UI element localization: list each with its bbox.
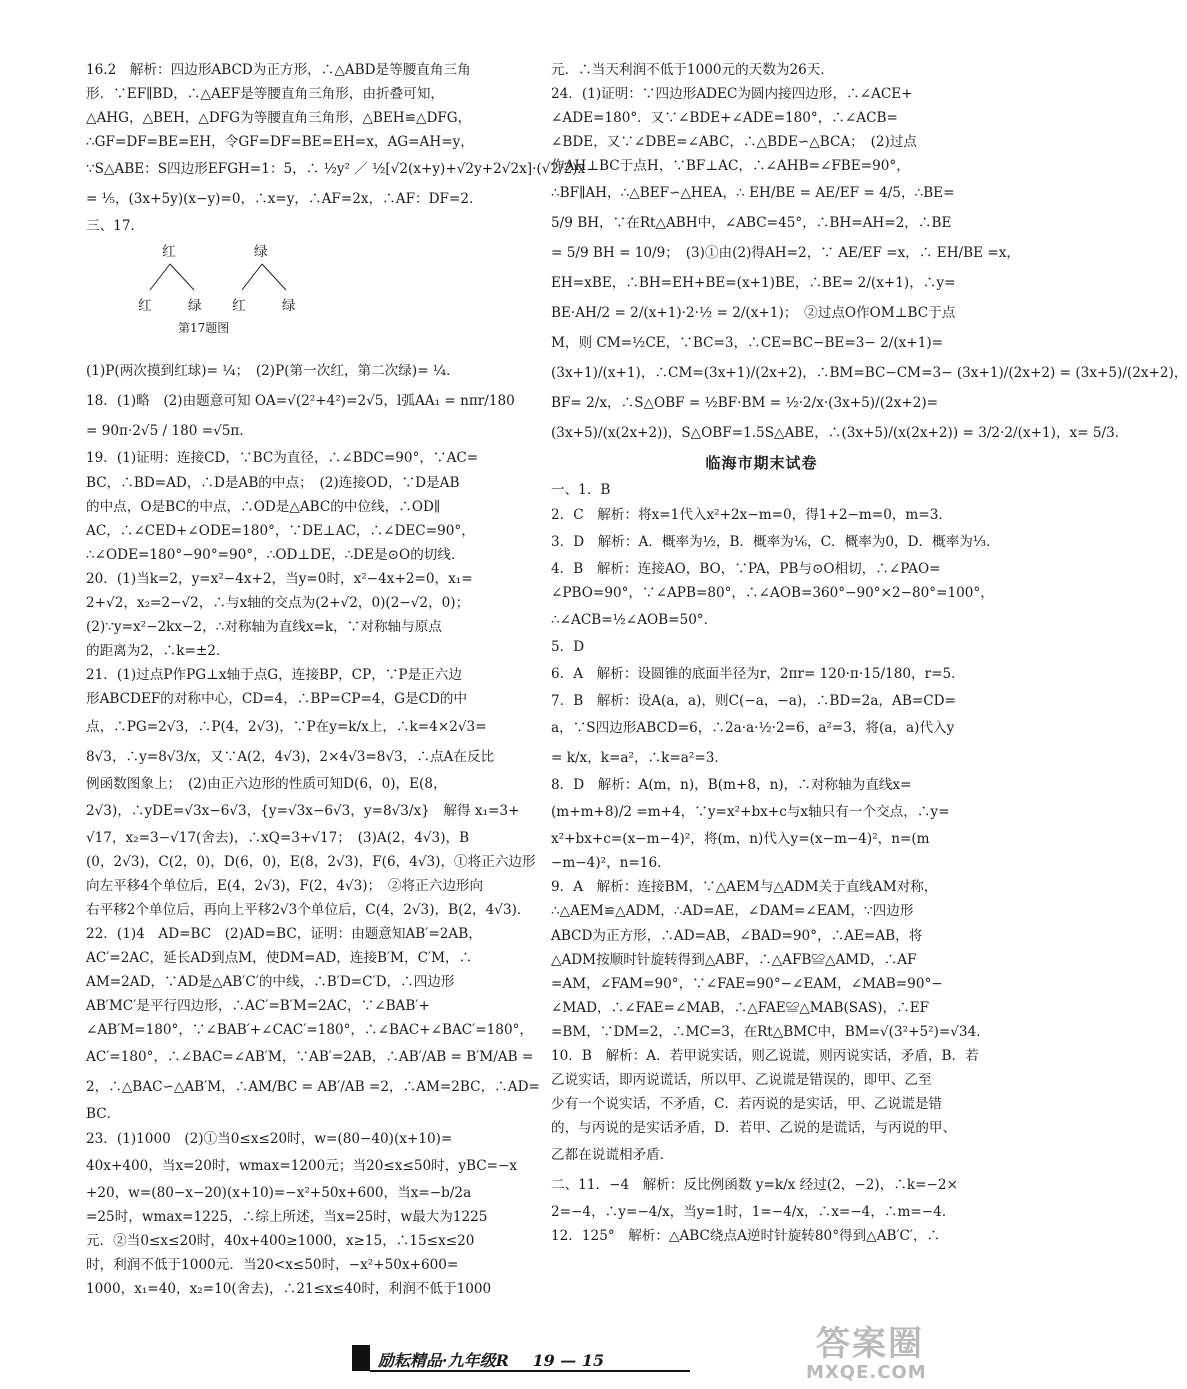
text-line: △AHG，△BEH，△DFG为等腰直角三角形，△BEH≌△DFG，: [86, 110, 472, 127]
right-text-block-b: [551, 478, 1000, 1248]
text-line: 4．B 解析：连接AO，BO，∵PA，PB与⊙O相切，∴∠PAO=: [551, 560, 941, 577]
text-line: 5/9 BH，∵在Rt△ABH中，∠ABC=45°，∴BH=AH=2，∴BE: [551, 215, 952, 232]
text-line: ∴△AEM≌△ADM，∴AD=AE，∠DAM=∠EAM，∵四边形: [551, 903, 914, 920]
text-line: EH=xBE，∴BH=EH+BE=(x+1)BE，∴BE= 2/(x+1)，∴y=: [551, 275, 956, 292]
left-text-block-a: [86, 58, 586, 238]
text-line: 20．(1)当k=2，y=x²−4x+2，当y=0时，x²−4x+2=0，x₁=: [86, 570, 473, 587]
text-line: a，∵S四边形ABCD=6，∴2a·a·½·2=6，a²=3，将(a，a)代入y: [551, 720, 955, 737]
text-line: 例函数图象上； (2)由正六边形的性质可知D(6，0)，E(8，: [86, 775, 447, 792]
text-line: 8√3，∴y=8√3/x，又∵A(2，4√3)，2×4√3=8√3，∴点A在反比: [86, 748, 495, 765]
text-line: 24．(1)证明：∵四边形ADEC为圆内接四边形，∴∠ACE+: [551, 86, 913, 103]
text-line: −m−4)²，n=16．: [551, 855, 671, 872]
section-title: 临海市期末试卷: [705, 454, 818, 473]
text-line: ∴BF∥AH，∴△BEF∽△HEA，∴ EH/BE = AE/EF = 4/5，∴BE=: [551, 185, 955, 202]
text-line: BC，∴BD=AD，∴D是AB的中点； (2)连接OD，∵D是AB: [86, 474, 460, 491]
text-line: ∠PBO=90°，∵∠APB=80°，∴∠AOB=360°−90°×2−80°=100°，: [551, 584, 994, 601]
text-line: 9．A 解析：连接BM，∵△AEM与△ADM关于直线AM对称，: [551, 879, 938, 896]
text-line: 1000，x₁=40，x₂=10(舍去)，∴21≤x≤40时，利润不低于1000: [86, 1281, 492, 1297]
text-line: 19．(1)证明：连接CD，∵BC为直径，∴∠BDC=90°，∵AC=: [86, 450, 479, 467]
text-line: = 90π·2√5 / 180 =√5π．: [86, 423, 253, 440]
text-line: 6．A 解析：设圆锥的底面半径为r，2πr= 120·π·15/180，r=5．: [551, 665, 965, 682]
text-line: ∴GF=DF=BE=EH，令GF=DF=BE=EH=x，AG=AH=y，: [86, 134, 474, 151]
text-line: AM=2AD，∵AD是△AB′C′的中线，∴B′D=C′D，∴四边形: [86, 974, 455, 991]
text-line: 10．B 解析：A．若甲说实话，则乙说谎，则丙说实话，矛盾，B．若: [551, 1047, 979, 1064]
text-line: =AM，∠FAM=90°，∵∠FAE=90°−∠EAM，∠MAB=90°−: [551, 975, 943, 992]
text-line: 形．∵EF∥BD，∴△AEF是等腰直角三角形，由折叠可知，: [86, 86, 445, 103]
tree-leaf-3: 红: [232, 298, 246, 315]
text-line: ∠MAD，∴∠FAE=∠MAB，∴△FAE≌△MAB(SAS)，∴EF: [551, 999, 930, 1016]
watermark: [806, 1316, 986, 1382]
text-line: ABCD为正方形，∴AD=AB，∠BAD=90°，∴AE=AB，将: [551, 927, 923, 944]
tree-root-red: 红: [162, 244, 176, 261]
footer-bar: [352, 1345, 370, 1371]
text-line: ∠ADE=180°．又∵∠BDE+∠ADE=180°，∴∠ACB=: [551, 110, 898, 127]
text-line: AC′=2AC，延长AD到点M，使DM=AD，连接B′M，C′M，∴: [86, 950, 473, 967]
text-line: 作AH⊥BC于点H，∵BF⊥AC，∴∠AHB=∠FBE=90°，: [551, 158, 910, 175]
footer-rule: [370, 1370, 690, 1372]
text-line: BE·AH/2 = 2/(x+1)·2·½ = 2/(x+1)； ②过点O作OM⊥BC于点: [551, 305, 956, 322]
text-line: 2=−4，∴y=−4/x，当y=1时，1=−4/x，∴x=−4，∴m=−4．: [551, 1204, 956, 1221]
text-line: = k/x，k=a²，∴k=a²=3．: [551, 750, 728, 767]
text-line: = ⅕，(3x+5y)(x−y)=0，∴x=y，∴AF=2x，∴AF：DF=2．: [86, 191, 483, 208]
left-text-block-b: [86, 356, 540, 1301]
watermark-url: MXQE.COM: [806, 1362, 927, 1383]
text-line: 5．D: [551, 638, 585, 655]
text-line: 2+√2，x₂=2−√2，∴与x轴的交点为(2+√2，0)(2−√2，0)；: [86, 595, 470, 612]
text-line: BF= 2/x，∴S△OBF = ½BF·BM = ½·2/x·(3x+5)/(2x+2)=: [551, 395, 939, 412]
text-line: 2．C 解析：将x=1代入x²+2x−m=0，得1+2−m=0，m=3．: [551, 506, 952, 523]
tree-root-green: 绿: [254, 244, 268, 261]
tree-leaf-2: 绿: [188, 298, 202, 315]
text-line: 少有一个说实话，不矛盾，C．若丙说的是实话，甲、乙说谎是错: [551, 1096, 943, 1113]
watermark-logo: 答案圈: [816, 1324, 924, 1364]
text-line: 2，∴△BAC∽△AB′M，∴AM/BC = AB′/AB =2，∴AM=2BC，∴AD=: [86, 1079, 540, 1096]
text-line: 23．(1)1000 (2)①当0≤x≤20时，w=(80−40)(x+10)=: [86, 1130, 453, 1147]
tree-leaf-1: 红: [138, 298, 152, 315]
text-line: ∴∠ACB=½∠AOB=50°．: [551, 611, 718, 628]
text-line: 一、1．B: [551, 482, 611, 499]
text-line: 向左平移4个单位后，E(4，2√3)，F(2，4√3)； ②将正六边形向: [86, 877, 484, 894]
text-line: ∠AB′M=180°，∵∠BAB′+∠CAC′=180°，∴∠BAC+∠BAC′=180°，: [86, 1022, 534, 1039]
text-line: +20，w=(80−x−20)(x+10)=−x²+50x+600，当x=−b/2a: [86, 1184, 472, 1201]
text-line: 的，与丙说的是实话矛盾，D．若甲、乙说的是谎话，与丙说的甲、: [551, 1120, 957, 1137]
text-line: (2)∵y=x²−2kx−2，∴对称轴为直线x=k，∵对称轴与原点: [86, 619, 442, 636]
text-line: (3x+5)/(x(2x+2))，S△OBF=1.5S△ABE，∴(3x+5)/(x(2x+2)) = 3/2·2/(x+1)，x= 5/3．: [551, 425, 1129, 442]
text-line: 点，∴PG=2√3，∴P(4，2√3)，∵P在y=k/x上，∴k=4×2√3=: [86, 718, 487, 735]
text-line: 元．②当0≤x≤20时，40x+400≥1000，x≥15，∴15≤x≤20: [86, 1232, 475, 1249]
text-line: 二、11．−4 解析：反比例函数 y=k/x 经过(2，−2)，∴k=−2×: [551, 1177, 958, 1194]
text-line: BC．: [86, 1106, 121, 1123]
text-line: (3x+1)/(x+1)，∴CM=(3x+1)/(2x+2)，∴BM=BC−CM=3− (3x+1)/(2x+2) = (3x+5)/(2x+2)，: [551, 365, 1187, 382]
footer-brand: [378, 1348, 604, 1371]
text-line: 元．∴当天利润不低于1000元的天数为26天．: [551, 62, 834, 78]
right-text-block-a: [551, 58, 1187, 448]
right-column: [551, 58, 1187, 1249]
text-line: 三、17．: [86, 218, 145, 235]
text-line: 3．D 解析：A．概率为½，B．概率为⅙，C．概率为0，D．概率为⅓．: [551, 533, 1000, 550]
footer-page-number: 19 — 15: [532, 1351, 605, 1370]
text-line: 时，利润不低于1000元．当20<x≤50时，−x²+50x+600=: [86, 1256, 459, 1273]
footer-brand-text: 励耘精品·九年级R: [378, 1351, 509, 1370]
text-line: 12．125° 解析：△ABC绕点A逆时针旋转80°得到△AB′C′，∴: [551, 1228, 941, 1245]
text-line: ∵S△ABE：S四边形EFGH=1：5，∴ ½y² ／ ½[√2(x+y)+√2y+2√2x]·(√2/2)x: [86, 161, 586, 178]
text-line: 形ABCDEF的对称中心，CD=4，∴BP=CP=4，G是CD的中: [86, 691, 468, 708]
text-line: 22．(1)4 AD=BC (2)AD=BC，证明：由题意知AB′=2AB，: [86, 925, 482, 942]
text-line: =25时，wmax=1225，∴综上所述，当x=25时，w最大为1225: [86, 1208, 488, 1225]
text-line: ∠BDE，又∵∠DBE=∠ABC，∴△BDE∽△BCA； (2)过点: [551, 134, 918, 151]
text-line: 7．B 解析：设A(a，a)，则C(−a，−a)，∴BD=2a，AB=CD=: [551, 692, 956, 709]
text-line: AB′MC′是平行四边形，∴AC′=B′M=2AC，∵∠BAB′+: [86, 998, 430, 1015]
text-line: 右平移2个单位后，再向上平移2√3个单位后，C(4，2√3)，B(2，4√3)．: [86, 901, 531, 918]
text-line: ∴∠ODE=180°−90°=90°，∴OD⊥DE，∴DE是⊙O的切线．: [86, 546, 465, 563]
text-line: = 5/9 BH = 10/9； (3)①由(2)得AH=2，∵ AE/EF =x，∴ EH/BE =x，: [551, 245, 1021, 262]
text-line: (1)P(两次摸到红球)= ¼； (2)P(第一次红，第二次绿)= ¼．: [86, 363, 460, 380]
text-line: 16.2 解析：四边形ABCD为正方形，∴△ABD是等腰直角三角: [86, 62, 471, 78]
text-line: 8．D 解析：A(m，n)，B(m+8，n)，∴对称轴为直线x=: [551, 777, 912, 794]
text-line: (0，2√3)，C(2，0)，D(6，0)，E(8，2√3)，F(6，4√3)，①将正六边形: [86, 853, 536, 870]
text-line: x²+bx+c=(x−m−4)²，将(m，n)代入y=(x−m−4)²，n=(m: [551, 831, 930, 848]
text-line: 的中点，O是BC的中点，∴OD是△ABC的中位线，∴OD∥: [86, 498, 441, 515]
text-line: M，则 CM=½CE，∵BC=3，∴CE=BC−BE=3− 2/(x+1)=: [551, 335, 944, 352]
text-line: 40x+400，当x=20时，wmax=1200元；当20≤x≤50时，yBC=−x: [86, 1157, 518, 1174]
text-line: 乙都在说谎相矛盾．: [551, 1147, 674, 1164]
text-line: 2√3)，∴yDE=√3x−6√3，{y=√3x−6√3，y=8√3/x} 解得 x₁=3+: [86, 802, 520, 819]
text-line: 乙说实话，即丙说谎话，所以甲、乙说谎是错误的，即甲、乙至: [551, 1072, 932, 1089]
text-line: 21．(1)过点P作PG⊥x轴于点G，连接BP，CP，∵P是正六边: [86, 667, 462, 684]
text-line: AC，∴∠CED+∠ODE=180°，∵DE⊥AC，∴∠DEC=90°，: [86, 522, 475, 539]
text-line: 的距离为2，∴k=±2．: [86, 643, 230, 660]
text-line: √17，x₂=3−√17(舍去)，∴xQ=3+√17； (3)A(2，4√3)，B: [86, 829, 470, 846]
text-line: (m+m+8)/2 =m+4，∵y=x²+bx+c与x轴只有一个交点，∴y=: [551, 804, 950, 821]
text-line: AC′=180°，∴∠BAC=∠AB′M，∵AB′=2AB，∴AB′/AB = B′M/AB =: [86, 1049, 534, 1066]
tree-caption: 第17题图: [178, 321, 230, 336]
text-line: △ADM按顺时针旋转得到△ABF，∴△AFB≌△AMD，∴AF: [551, 951, 917, 968]
text-line: =BM，∵DM=2，∴MC=3，在Rt△BMC中，BM=√(3²+5²)=√34．: [551, 1023, 990, 1040]
probability-tree-diagram: [86, 238, 506, 356]
page-footer: [352, 1345, 712, 1371]
tree-leaf-4: 绿: [282, 298, 296, 315]
text-line: 18．(1)略 (2)由题意可知 OA=√(2²+4²)=2√5，l弧AA₁ = nπr/180: [86, 393, 515, 410]
